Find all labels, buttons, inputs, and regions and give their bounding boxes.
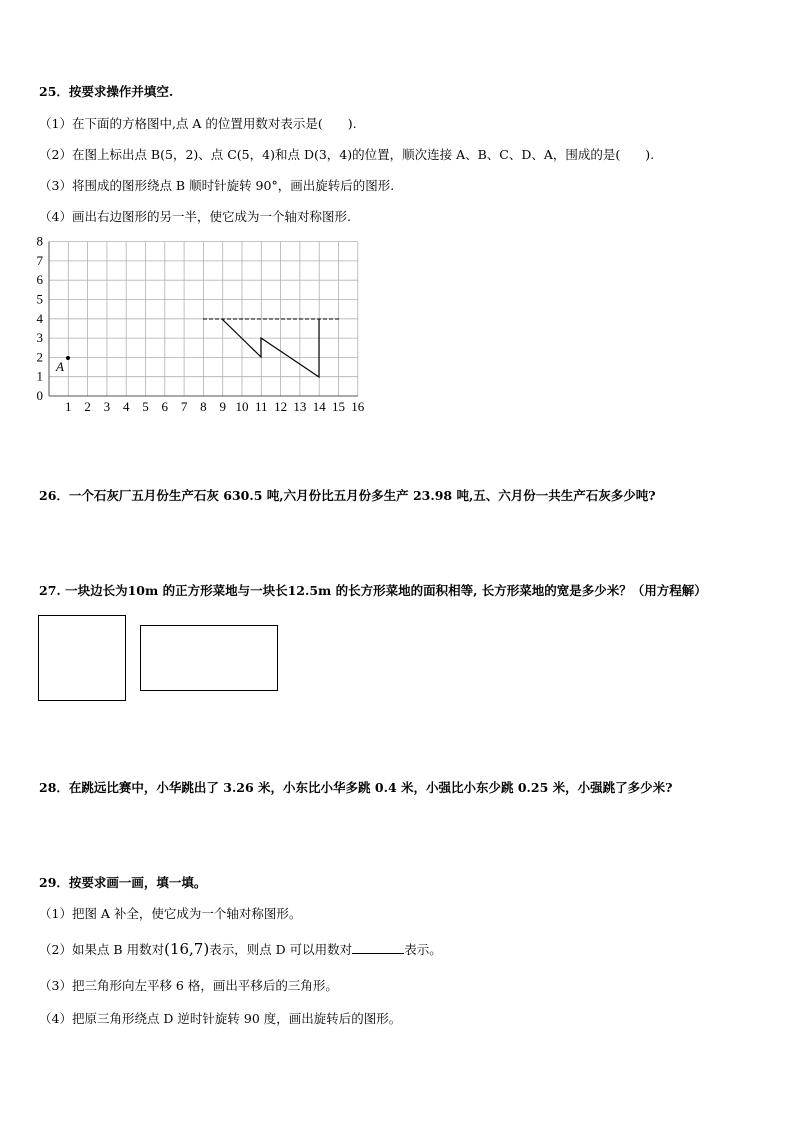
x-tick-label: 11 <box>255 399 268 412</box>
q29-step-2 <box>39 941 442 958</box>
x-axis-labels <box>65 399 365 412</box>
x-tick-label: 9 <box>219 399 226 412</box>
x-tick-label: 13 <box>293 399 307 412</box>
q25-step-2: （2）在图上标出点 B(5，2)、点 C(5，4)和点 D(3，4)的位置，顺次连接 A、B、C、D、A，围成的是( ). <box>39 147 655 162</box>
x-tick-label: 7 <box>180 399 188 412</box>
x-tick-label: 10 <box>235 399 249 412</box>
x-tick-label: 1 <box>65 399 72 412</box>
y-tick-label: 4 <box>36 310 43 326</box>
half-figure <box>222 319 319 377</box>
y-tick-label: 5 <box>36 291 43 307</box>
y-tick-label: 6 <box>36 272 43 288</box>
rectangle-plot <box>140 625 278 691</box>
x-tick-label: 14 <box>312 399 326 412</box>
q25-step-3: （3）将围成的图形绕点 B 顺时针旋转 90°，画出旋转后的图形. <box>39 178 395 193</box>
y-tick-label: 8 <box>36 233 43 249</box>
y-axis-labels <box>37 234 44 403</box>
x-tick-label: 8 <box>200 399 207 412</box>
q29-step-2-part-c: 表示，则点 D 可以用数对 <box>209 942 353 957</box>
x-tick-label: 3 <box>103 399 111 412</box>
q27-question: 27. 一块边长为10m 的正方形菜地与一块长12.5m 的长方形菜地的面积相等, 长方形菜地的宽是多少米？（用方程解） <box>39 583 707 598</box>
x-tick-label: 12 <box>274 399 288 412</box>
x-tick-label: 15 <box>332 399 345 412</box>
q29-step-4: （4）把原三角形绕点 D 逆时针旋转 90 度，画出旋转后的图形。 <box>39 1011 402 1026</box>
x-tick-label: 16 <box>351 399 365 412</box>
y-tick-label: 0 <box>36 388 43 403</box>
y-tick-label: 1 <box>36 368 43 384</box>
x-tick-label: 6 <box>161 399 169 412</box>
q25-title: 25．按要求操作并填空. <box>39 84 174 99</box>
q28-question: 28．在跳远比赛中，小华跳出了 3.26 米，小东比小华多跳 0.4 米，小强比小东少跳 0.25 米，小强跳了多少米? <box>39 780 673 795</box>
q29-step-2-part-d: 表示。 <box>404 942 442 957</box>
q29-step-3: （3）把三角形向左平移 6 格，画出平移后的三角形。 <box>39 978 338 993</box>
y-tick-label: 3 <box>36 330 43 346</box>
q26-question: 26．一个石灰厂五月份生产石灰 630.5 吨,六月份比五月份多生产 23.98 吨,五、六月份一共生产石灰多少吨? <box>39 488 656 503</box>
q25-step-1: （1）在下面的方格图中,点 A 的位置用数对表示是( ). <box>39 116 357 131</box>
q29-step-2-part-a: （2）如果点 B 用数对 <box>39 942 165 957</box>
answer-blank[interactable] <box>352 941 404 954</box>
point-a-label: A <box>56 359 64 374</box>
q29-title: 29．按要求画一画，填一填。 <box>39 875 207 890</box>
coordinate-grid <box>30 232 370 412</box>
q29-ordered-pair: (16,7) <box>164 940 210 958</box>
x-tick-label: 5 <box>142 399 149 412</box>
y-tick-label: 2 <box>36 349 43 365</box>
point-a <box>66 356 70 360</box>
x-tick-label: 4 <box>122 399 130 412</box>
y-tick-label: 7 <box>36 252 43 268</box>
x-tick-label: 2 <box>84 399 91 412</box>
square-plot <box>38 615 126 701</box>
q29-step-1: （1）把图 A 补全，使它成为一个轴对称图形。 <box>39 906 302 921</box>
q25-step-4: （4）画出右边图形的另一半，使它成为一个轴对称图形. <box>39 209 351 224</box>
